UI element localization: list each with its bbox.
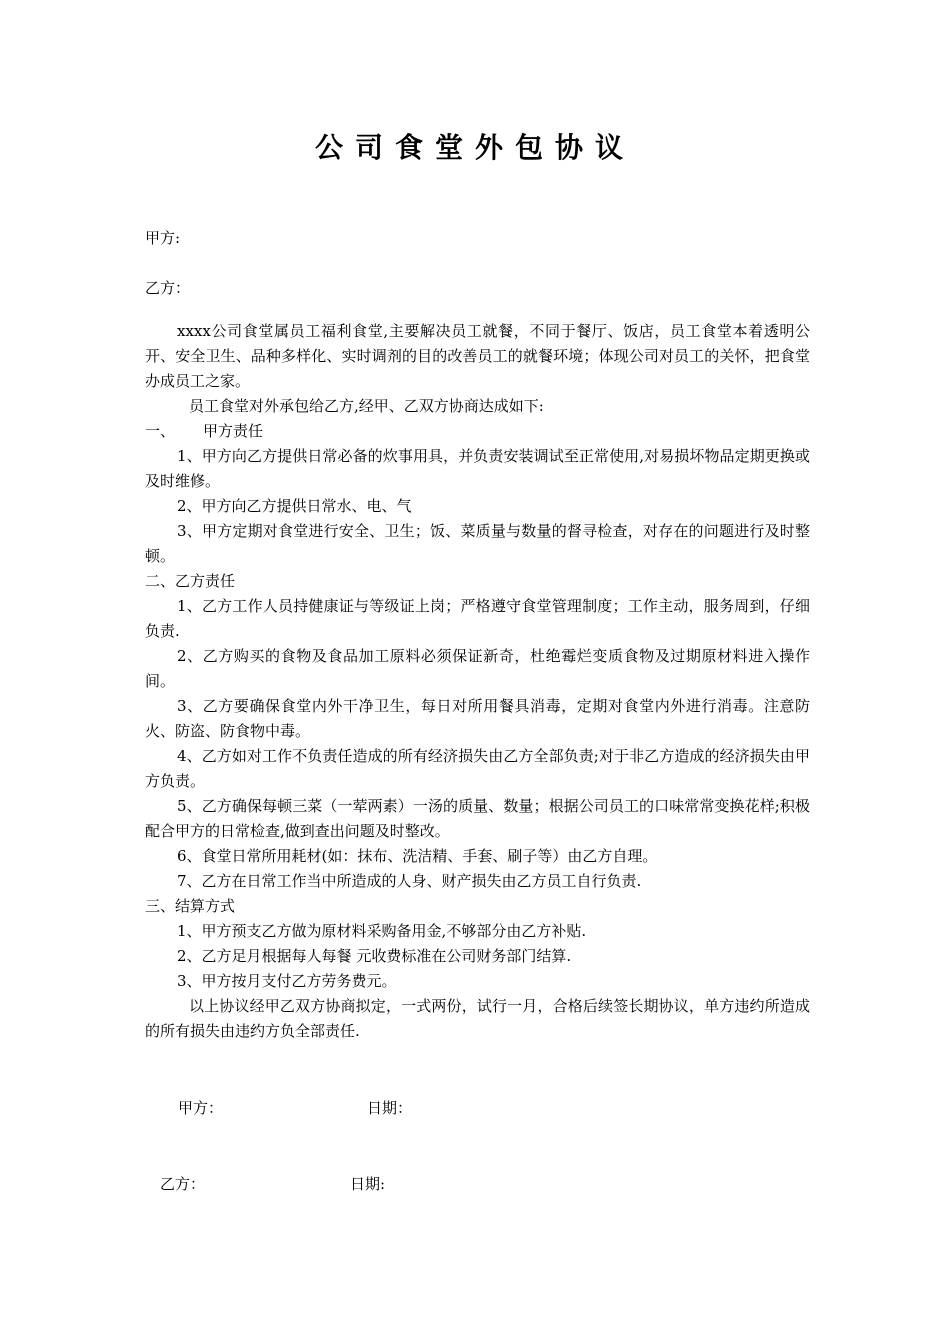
- signature-date-b: 日期:: [350, 1175, 386, 1193]
- party-b-line: 乙方：: [145, 279, 191, 297]
- section-1-heading: [145, 419, 810, 444]
- signature-party-b: 乙方：: [160, 1175, 206, 1193]
- closing-paragraph: 以上协议经甲乙双方协商拟定，一式两份，试行一月，合格后续签长期协议，单方违约所造成的所有损失由违约方负全部责任.: [145, 997, 810, 1040]
- section-2-item: 3、乙方要确保食堂内外干净卫生，每日对所用餐具消毒，定期对食堂内外进行消毒。注意防火、防盗、防食物中毒。: [145, 697, 810, 740]
- section-3-item: 2、乙方足月根据每人每餐 元收费标准在公司财务部门结算.: [177, 947, 572, 965]
- section-1-item: 3、甲方定期对食堂进行安全、卫生；饭、菜质量与数量的督寻检查，对存在的问题进行及时整顿。: [145, 522, 810, 565]
- section-3-heading: 三、结算方式: [145, 897, 236, 915]
- section-2-heading: 二、乙方责任: [145, 572, 236, 590]
- section-2-item: 5、乙方确保每顿三菜（一荤两素）一汤的质量、数量；根据公司员工的口味常常变换花样;积极配合甲方的日常检查,做到查出问题及时整改。: [145, 797, 810, 840]
- section-1-item: 1、甲方向乙方提供日常必备的炊事用具，并负责安装调试至正常使用,对易损坏物品定期更换或及时维修。: [145, 447, 810, 490]
- section-2-item: 4、乙方如对工作不负责任造成的所有经济损失由乙方全部负责;对于非乙方造成的经济损失由甲方负责。: [145, 747, 810, 790]
- section-1-item: 2、甲方向乙方提供日常水、电、气: [177, 497, 412, 515]
- section-2-item: 6、食堂日常所用耗材(如：抹布、洗洁精、手套、刷子等）由乙方自理。: [177, 847, 658, 865]
- intro-paragraph: xxxx公司食堂属员工福利食堂,主要解决员工就餐，不同于餐厅、饭店，员工食堂本着透明公开、安全卫生、品种多样化、实时调剂的目的改善员工的就餐环境；体现公司对员工的关怀，把食堂办成员工之家。: [145, 322, 810, 390]
- section-1-number: 一、: [145, 422, 176, 440]
- document-body: [145, 319, 810, 1044]
- section-2-item: 1、乙方工作人员持健康证与等级证上岗；严格遵守食堂管理制度；工作主动，服务周到，仔细负责.: [145, 597, 810, 640]
- intro-agreement-line: 员工食堂对外承包给乙方,经甲、乙双方协商达成如下:: [189, 397, 544, 415]
- section-1-title: 甲方责任: [203, 422, 264, 440]
- section-3-item: 1、甲方预支乙方做为原材料采购备用金,不够部分由乙方补贴.: [177, 922, 587, 940]
- section-2-item: 7、乙方在日常工作当中所造成的人身、财产损失由乙方员工自行负责.: [177, 872, 642, 890]
- party-a-line: 甲方:: [145, 229, 181, 247]
- section-2-item: 2、乙方购买的食物及食品加工原料必须保证新奇，杜绝霉烂变质食物及过期原材料进入操作间。: [145, 647, 810, 690]
- document-title: 公司食堂外包协议: [314, 131, 635, 164]
- signature-party-a: 甲方：: [178, 1099, 224, 1117]
- signature-date-a: 日期：: [367, 1099, 413, 1117]
- section-3-item: 3、甲方按月支付乙方劳务费元。: [177, 972, 397, 990]
